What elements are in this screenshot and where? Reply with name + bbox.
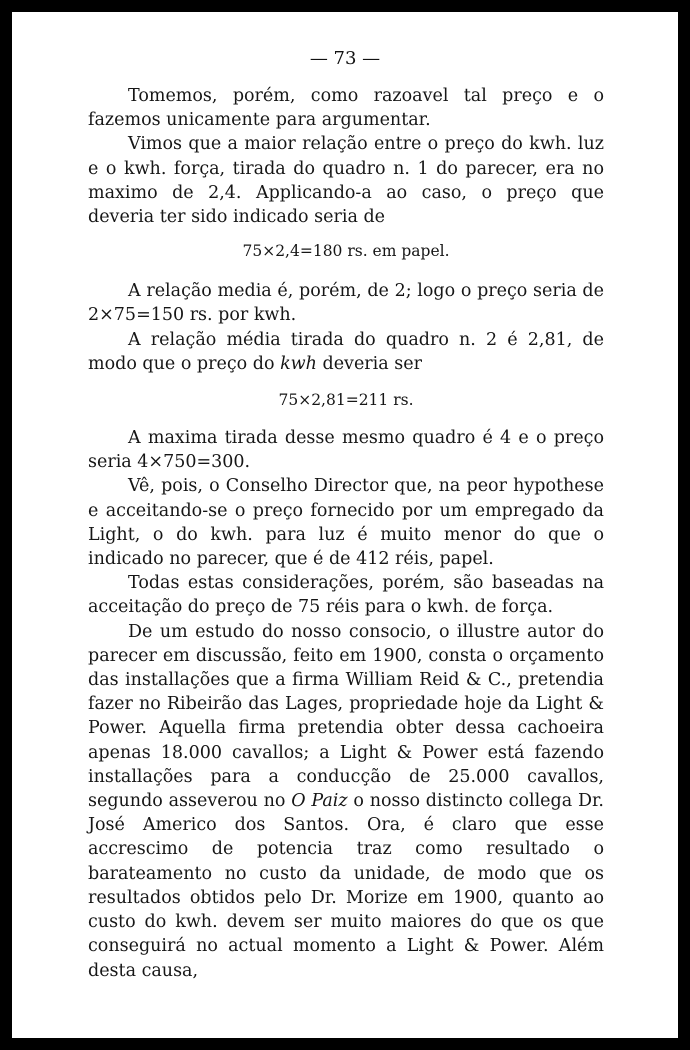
paragraph-8-text-end: o nosso distincto collega Dr. José Americo dos Santos. Ora, é claro que esse accrescimo de potencia traz como resultado o barateamento no custo da unidade, de modo que os resultados obtidos pelo Dr. Morize em 1900, quanto ao custo do kwh. devem ser muito maiores do que os que conseguirá no actual momento a Light & Power. Além desta causa, [88, 791, 604, 981]
paragraph-4-text: A relação média tirada do quadro n. 2 é 2,81, de modo que o preço do [88, 329, 604, 374]
paragraph-6: Vê, pois, o Conselho Director que, na peor hypothese e acceitando-se o preço fornecido por um empregado da Light, o do kwh. para luz é muito menor do que o indicado no parecer, que é de 412 réis, papel. [88, 476, 604, 570]
paragraph-4-italic: kwh [280, 353, 317, 374]
document-page [12, 12, 678, 1038]
paragraph-4 [88, 328, 604, 376]
paragraph-4-text-end: deveria ser [322, 353, 422, 374]
body-text [88, 84, 604, 983]
paragraph-2: Vimos que a maior relação entre o preço do kwh. luz e o kwh. força, tirada do quadro n. 1 do parecer, era no maximo de 2,4. Applicando-a ao caso, o preço que deveria ter sido indicado seria de [88, 134, 604, 228]
paragraph-8-text: De um estudo do nosso consocio, o illustre autor do parecer em discussão, feito em 1900, consta o orçamento das installações que a firma William Reid & C., pretendia fazer no Ribeirão das Lages, propriedade hoje da Light & Power. Aquella firma pretendia obter dessa cachoeira apenas 18.000 cavallos; a Light & Power está fazendo installações para a conducção de 25.000 cavallos, segundo asseverou no [88, 621, 604, 812]
paragraph-8-italic: O Paiz [291, 791, 348, 812]
paragraph-8 [88, 620, 604, 983]
paragraph-3: A relação media é, porém, de 2; logo o preço seria de 2×75=150 rs. por kwh. [88, 281, 604, 326]
paragraph-1: Tomemos, porém, como razoavel tal preço e o fazemos unicamente para argumentar. [88, 86, 604, 131]
paragraph-5: A maxima tirada desse mesmo quadro é 4 e o preço seria 4×750=300. [88, 428, 604, 473]
equation-2: 75×2,81=211 rs. [278, 391, 414, 410]
paragraph-7: Todas estas considerações, porém, são baseadas na acceitação do preço de 75 réis para o kwh. de força. [88, 573, 604, 618]
page-number: — 73 — [309, 48, 381, 69]
equation-1: 75×2,4=180 rs. em papel. [242, 242, 450, 261]
